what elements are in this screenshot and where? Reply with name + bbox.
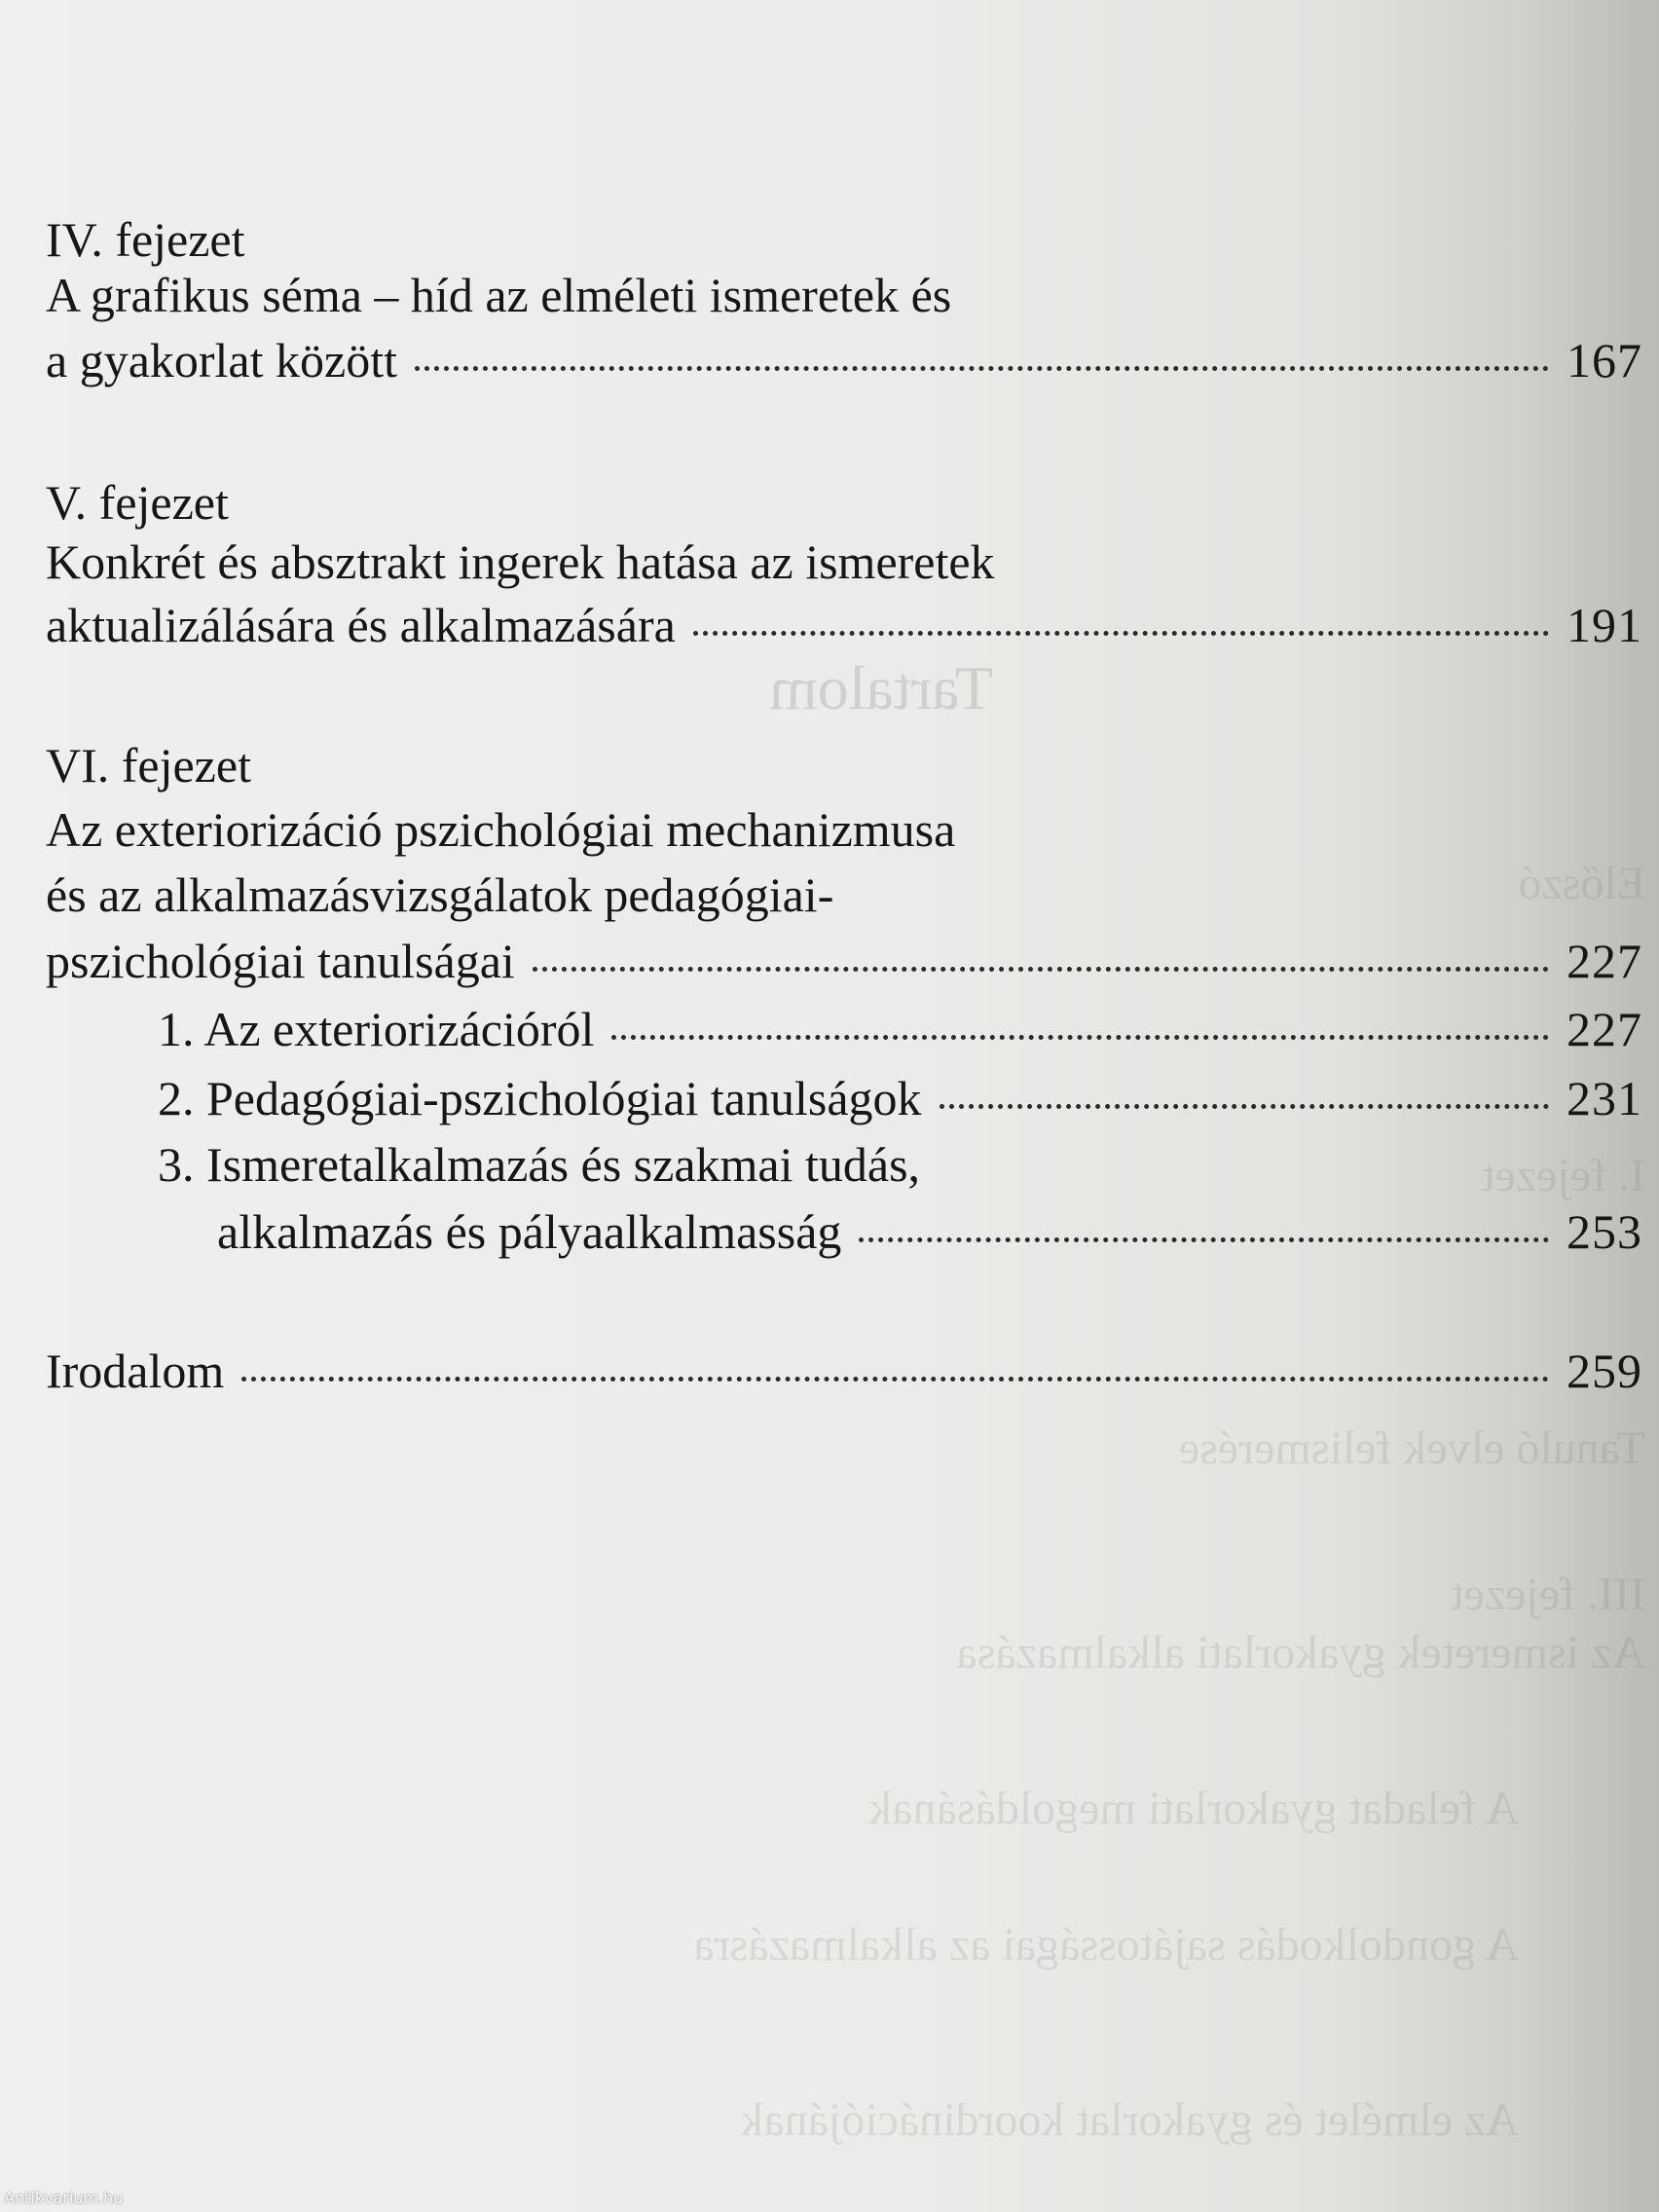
section-6-3-entry[interactable] (217, 1202, 1642, 1261)
chapter-6-title-line3: pszichológiai tanulságai (46, 934, 515, 988)
section-6-2-page: 231 (1567, 1071, 1642, 1125)
section-6-3-label-line1: 3. Ismeretalkalmazás és szakmai tudás, (158, 1137, 921, 1192)
leader-dots (693, 631, 1549, 636)
chapter-5-title-line1: Konkrét és absztrakt ingerek hatása az ismeretek (46, 535, 995, 589)
chapter-5-page: 191 (1567, 598, 1642, 652)
bibliography-label: Irodalom (46, 1344, 225, 1398)
chapter-5-entry[interactable] (46, 596, 1642, 654)
section-6-1-page: 227 (1567, 1002, 1642, 1056)
chapter-4-heading: IV. fejezet (46, 212, 245, 267)
chapter-4-title-line1: A grafikus séma – híd az elméleti ismeretek és (46, 268, 952, 322)
bibliography-entry[interactable] (46, 1342, 1642, 1400)
chapter-5-title-line2: aktualizálására és alkalmazására (46, 598, 676, 652)
chapter-4-entry[interactable] (46, 331, 1642, 389)
leader-dots (533, 967, 1549, 972)
section-6-2-label: 2. Pedagógiai-pszichológiai tanulságok (158, 1071, 922, 1125)
leader-dots (859, 1237, 1549, 1242)
section-6-1-entry[interactable] (158, 1000, 1642, 1058)
chapter-4-page: 167 (1567, 333, 1642, 387)
chapter-6-page: 227 (1567, 934, 1642, 988)
chapter-5-heading: V. fejezet (46, 475, 229, 530)
section-6-3-page: 253 (1567, 1204, 1642, 1259)
chapter-6-title-line2: és az alkalmazásvizsgálatok pedagógiai- (46, 867, 834, 922)
chapter-6-heading: VI. fejezet (46, 738, 251, 793)
leader-dots (415, 366, 1549, 371)
chapter-4-title-line2: a gyakorlat között (46, 333, 397, 387)
leader-dots (241, 1377, 1549, 1382)
bleed-through-decoration: Tartalom Előszó I. fejezet Tanuló elvek felismerése III. fejezet Az ismeretek gyakorlati alkalmazása A feladat gyakorlati megoldásának A gondolkodás sajátosságai az alkalmazásra Az elmélet és gyakorlat koordinációjának (693, 653, 1645, 2146)
bibliography-page: 259 (1567, 1344, 1642, 1398)
watermark-text: Antikvarium.hu (4, 2189, 124, 2207)
leader-dots (611, 1035, 1549, 1040)
section-6-1-label: 1. Az exteriorizációról (158, 1002, 595, 1056)
chapter-6-title-line1: Az exteriorizáció pszichológiai mechanizmusa (46, 802, 956, 857)
section-6-3-label-line2: alkalmazás és pályaalkalmasság (217, 1204, 842, 1259)
chapter-6-entry[interactable] (46, 932, 1642, 990)
leader-dots (940, 1104, 1549, 1109)
section-6-2-entry[interactable] (158, 1069, 1642, 1127)
